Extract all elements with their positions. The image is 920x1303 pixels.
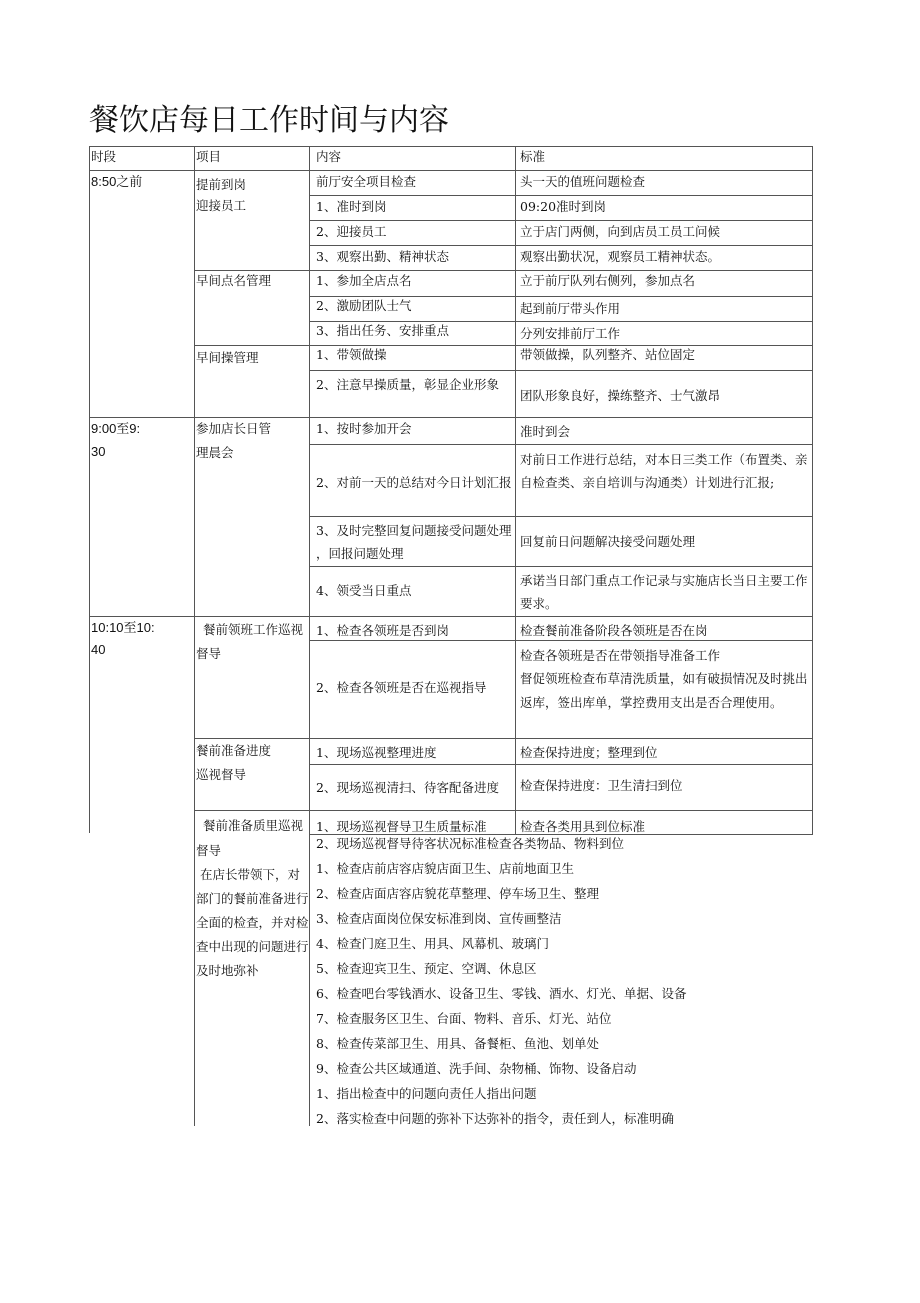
header-item: 项目 [196,149,222,164]
item-cell: 餐前领班工作巡视 [203,622,304,637]
checklist-item: 2、检查店面店容店貌花草整理、停车场卫生、整理 [316,886,599,901]
item-cell-continued: 督导 [196,646,222,661]
standard-cell: 立于前厅队列右侧列，参加点名 [520,273,696,288]
row-divider [309,444,813,445]
standard-cell: 检查各领班是否在带领指导准备工作 [520,648,721,663]
standard-cell: 对前日工作进行总结，对本日三类工作（布置类、亲 [520,452,808,467]
content-cell: 1、按时参加开会 [316,421,412,436]
content-cell: 3、观察出勤、精神状态 [316,249,449,264]
content-cell: 3、指出任务、安排重点 [316,323,449,338]
content-cell: 1、现场巡视督导卫生质量标准 [316,819,487,834]
standard-cell: 09:20准时到岗 [520,199,607,214]
item-cell: 提前到岗 [196,177,247,192]
item-cell: 迎接员工 [196,198,247,213]
item-cell: 餐前准备质里巡视 [203,818,304,833]
column-divider-item [194,146,195,1126]
content-cell: 2、激励团队士气 [316,298,412,313]
checklist-item: 2、落实检查中问题的弥补下达弥补的指令，责任到人，标准明确 [316,1111,674,1126]
item-cell: 早间操管理 [196,350,259,365]
standard-cell: 分列安排前厅工作 [520,326,621,341]
row-divider [309,370,813,371]
item-cell-continued: 部门的餐前准备进行 [196,891,309,906]
content-cell: 3、及时完整回复问题接受问题处理 [316,523,512,538]
checklist-item: 8、检查传菜部卫生、用具、备餐柜、鱼池、划单处 [316,1036,599,1051]
time-slot: 10:10至10: [91,620,155,635]
item-cell-continued: 督导 [196,843,222,858]
standard-cell-continued: 自检查类、亲自培训与沟通类）计划进行汇报; [520,475,775,490]
standard-cell: 带领做操，队列整齐、站位固定 [520,347,696,362]
standard-cell: 团队形象良好，操练整齐、士气激昂 [520,388,721,403]
content-cell-continued: ，回报问题处理 [316,546,404,561]
standard-cell: 立于店门两侧，向到店员工员工问候 [520,224,721,239]
standard-cell-continued: 要求。 [520,596,558,611]
time-slot: 9:00至9: [91,421,141,436]
row-divider [309,764,813,765]
header-standard: 标准 [520,149,546,164]
content-cell: 2、注意早操质量，彰显企业形象 [316,377,499,392]
content-cell: 1、参加全店点名 [316,273,412,288]
row-divider [309,566,813,567]
time-slot-continued: 40 [91,642,106,657]
item-cell-continued: 巡视督导 [196,767,247,782]
time-slot: 8:50之前 [91,174,143,189]
row-divider-header [89,170,813,171]
header-content: 内容 [316,149,342,164]
content-cell: 1、现场巡视整理进度 [316,745,437,760]
content-cell: 1、检查各领班是否到岗 [316,623,449,638]
column-divider-standard [515,146,516,834]
checklist-item: 4、检查门庭卫生、用具、风幕机、玻璃门 [316,936,549,951]
row-divider-section-3 [89,616,813,617]
standard-cell: 承诺当日部门重点工作记录与实施店长当日主要工作 [520,573,808,588]
table-border-right [812,146,813,834]
checklist-item: 1、指出检查中的问题向责任人指出问题 [316,1086,537,1101]
content-cell: 2、现场巡视清扫、待客配备进度 [316,780,499,795]
checklist-item: 5、检查迎宾卫生、预定、空调、休息区 [316,961,537,976]
standard-cell: 检查保持进度；整理到位 [520,745,658,760]
standard-cell: 头一天的值班问题检查 [520,174,646,189]
standard-cell: 回复前日问题解决接受问题处理 [520,534,696,549]
checklist-item: 2、现场巡视督导待客状况标准检查各类物品、物料到位 [316,836,624,851]
standard-cell-continued: 督促领班检查布草清洗质量，如有破损情况及时挑出 [520,671,808,686]
item-cell-continued: 查中出现的问题进行 [196,939,309,954]
item-cell-continued: 在店长带领下，对 [200,867,301,882]
content-cell: 前厅安全项目检查 [316,174,417,189]
standard-cell: 准时到会 [520,424,571,439]
checklist-item: 6、检查吧台零钱酒水、设备卫生、零钱、酒水、灯光、单据、设备 [316,986,687,1001]
item-cell: 参加店长日管 [196,421,272,436]
header-time: 时段 [91,149,117,164]
time-slot-continued: 30 [91,444,106,459]
row-divider [309,516,813,517]
standard-cell: 检查各类用具到位标准 [520,819,646,834]
content-cell: 2、对前一天的总结对今日计划汇报 [316,475,512,490]
content-cell: 2、检查各领班是否在巡视指导 [316,680,487,695]
row-divider-exercise [194,345,813,346]
standard-cell: 观察出勤状况，观察员工精神状态。 [520,249,721,264]
standard-cell-continued: 返库，签出库单，掌控费用支出是否合理使用。 [520,695,783,710]
row-divider-rollcall [194,270,813,271]
content-cell: 1、准时到岗 [316,199,387,214]
checklist-item: 3、检查店面岗位保安标准到岗、宣传画整洁 [316,911,562,926]
standard-cell: 检查保持进度：卫生清扫到位 [520,778,683,793]
row-divider-progress [194,738,813,739]
column-divider-content [309,146,310,1126]
table-border-left [89,146,90,833]
standard-cell: 起到前厅带头作用 [520,301,621,316]
page-title: 餐饮店每日工作时间与内容 [89,103,449,138]
item-cell-continued: 及时地弥补 [196,963,259,978]
row-divider-quality [194,810,813,811]
checklist-item: 7、检查服务区卫生、台面、物料、音乐、灯光、站位 [316,1011,612,1026]
content-cell: 1、带领做操 [316,347,387,362]
checklist-item: 1、检查店前店容店貌店面卫生、店前地面卫生 [316,861,574,876]
content-cell: 2、迎接员工 [316,224,387,239]
item-cell: 早间点名管理 [196,273,272,288]
checklist-item: 9、检查公共区域通道、洗手间、杂物桶、饰物、设备启动 [316,1061,637,1076]
standard-cell: 检查餐前准备阶段各领班是否在岗 [520,623,708,638]
item-cell: 餐前准备进度 [196,743,272,758]
item-cell-continued: 全面的检查，并对检 [196,915,309,930]
content-cell: 4、领受当日重点 [316,583,412,598]
item-cell-continued: 理晨会 [196,445,234,460]
